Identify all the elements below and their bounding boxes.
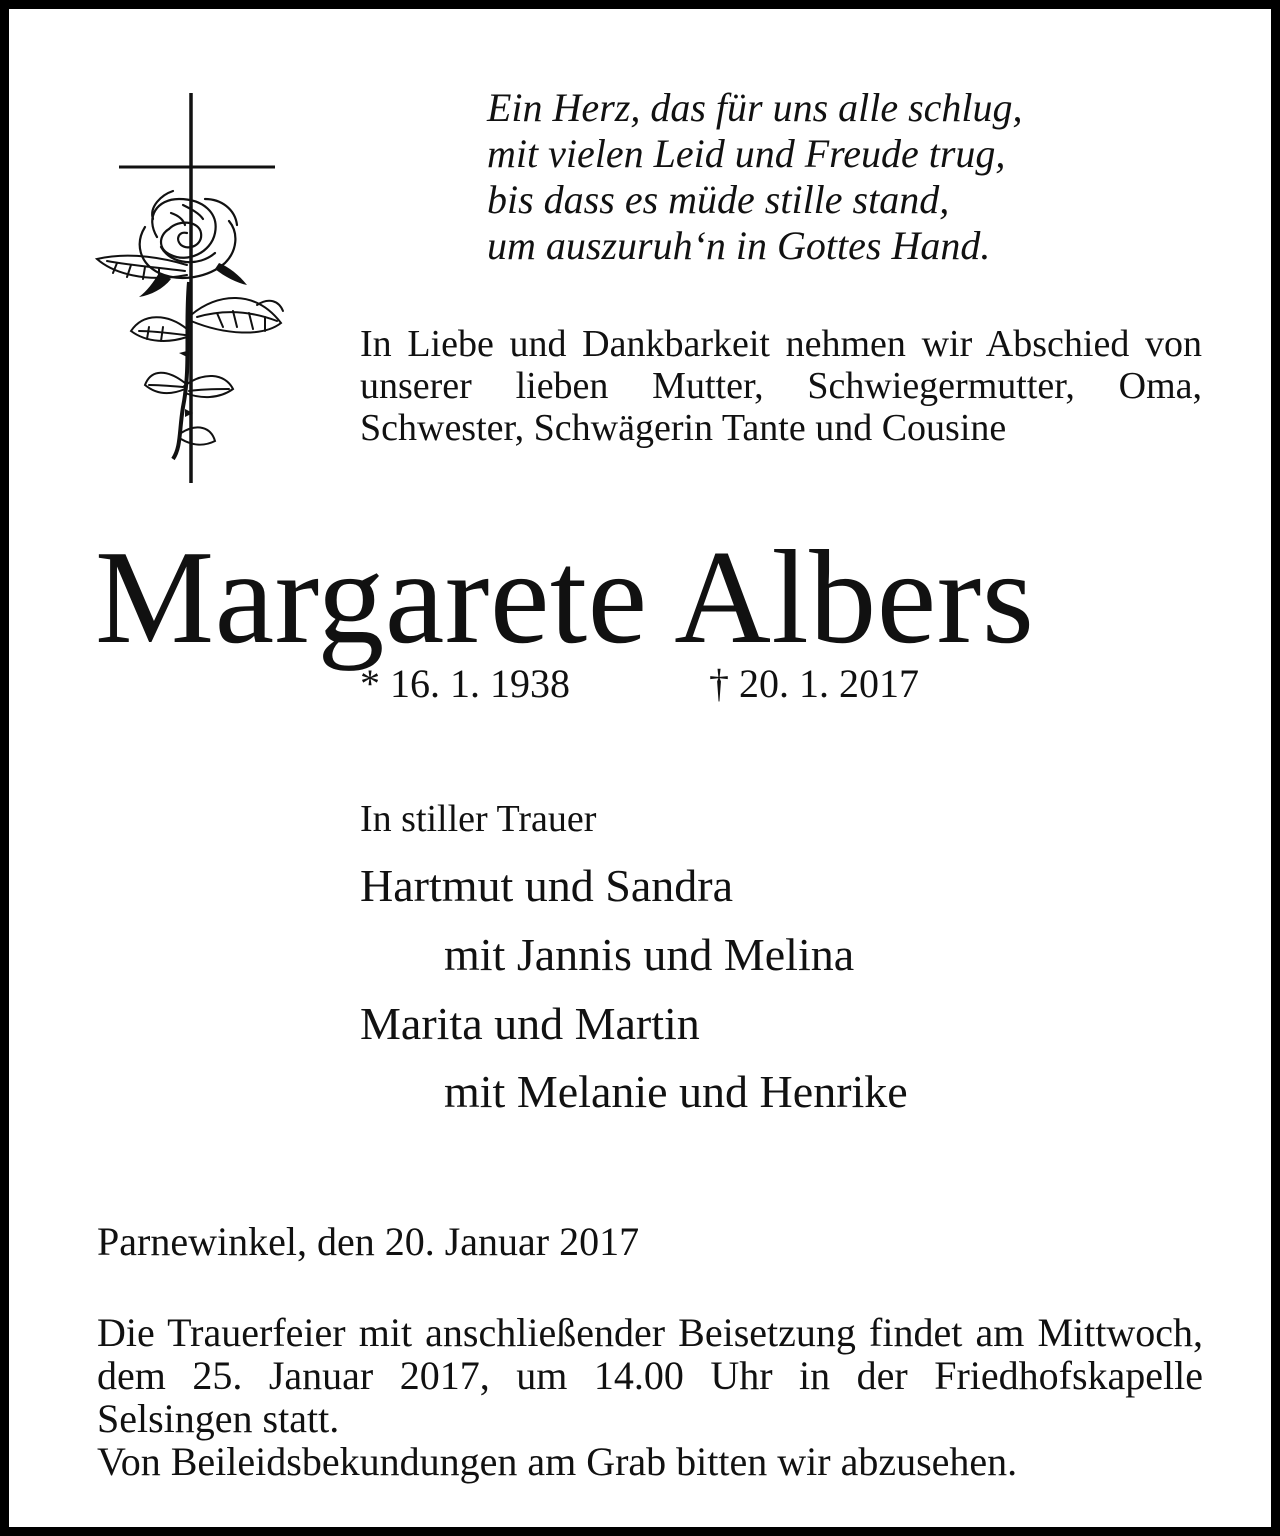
- poem: [487, 85, 1187, 269]
- family-line: Hartmut und Sandra: [360, 860, 734, 911]
- family-line: Marita und Martin: [360, 998, 700, 1049]
- birth-date: * 16. 1. 1938: [360, 661, 570, 706]
- place-date: Parnewinkel, den 20. Januar 2017: [97, 1219, 640, 1264]
- poem-line: bis dass es müde stille stand,: [487, 177, 950, 222]
- service-text: Die Trauerfeier mit anschließender Beisetzung findet am Mittwoch, dem 25. Januar 2017, um 14.00 Uhr in der Friedhofskapelle Selsingen statt.: [97, 1310, 1203, 1441]
- cross-with-rose-icon: [87, 87, 287, 487]
- poem-line: Ein Herz, das für uns alle schlug,: [487, 85, 1023, 130]
- poem-line: mit vielen Leid und Freude trug,: [487, 131, 1006, 176]
- death-date: † 20. 1. 2017: [709, 661, 919, 706]
- poem-line: um auszuruh‘n in Gottes Hand.: [487, 223, 991, 268]
- mourning-label: In stiller Trauer: [360, 798, 597, 840]
- family-line: mit Jannis und Melina: [444, 929, 855, 980]
- family-line: mit Melanie und Henrike: [444, 1066, 908, 1117]
- deceased-name: Margarete Albers: [95, 523, 1035, 671]
- farewell-text: In Liebe und Dankbarkeit nehmen wir Abschied von unserer lieben Mutter, Schwiegermutter, Oma, Schwester, Schwägerin Tante und Cousine: [360, 323, 1202, 449]
- condolence-text: Von Beileidsbekundungen am Grab bitten wir abzusehen.: [97, 1439, 1018, 1484]
